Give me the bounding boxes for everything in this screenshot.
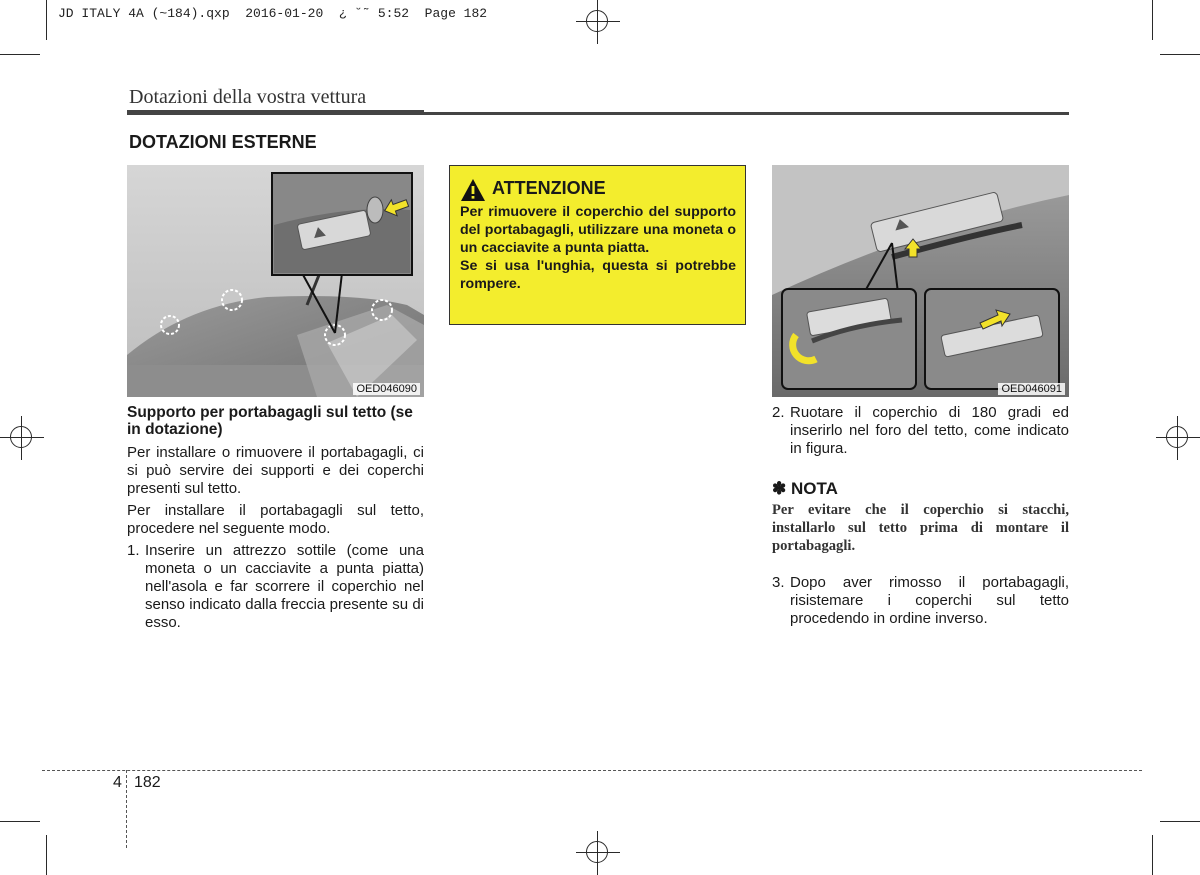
page-number: 182 bbox=[134, 774, 161, 791]
roof-cover-rotation-illustration bbox=[772, 165, 1069, 397]
crop-mark bbox=[0, 821, 40, 822]
roof-cover-drawing bbox=[772, 165, 1069, 397]
footer-rule bbox=[42, 770, 1142, 771]
step-item bbox=[127, 542, 424, 632]
footer-divider bbox=[126, 770, 127, 848]
step-number: 2. bbox=[772, 404, 785, 421]
figure-code: OED046091 bbox=[998, 383, 1065, 395]
chapter-number: 4 bbox=[113, 774, 122, 791]
print-slug: JD ITALY 4A (~184).qxp 2016-01-20 ¿ ˘˜ 5:52 Page 182 bbox=[58, 6, 488, 21]
step-text: Ruotare il coperchio di 180 gradi ed inserirlo nel foro del tetto, come indicato in figura. bbox=[790, 404, 1069, 457]
warning-text: Se si usa l'unghia, questa si potrebbe rompere. bbox=[460, 258, 736, 292]
right-column-step-2 bbox=[772, 404, 1069, 458]
note-text: Per evitare che il coperchio si stacchi, installarlo sul tetto prima di montare il portabagagli. bbox=[772, 502, 1069, 554]
step-item bbox=[772, 574, 1069, 628]
crop-mark bbox=[46, 0, 47, 40]
crop-mark bbox=[1152, 835, 1153, 875]
crop-mark bbox=[1160, 821, 1200, 822]
crop-mark bbox=[46, 835, 47, 875]
step-number: 1. bbox=[127, 542, 140, 559]
registration-mark-icon bbox=[576, 831, 620, 875]
step-number: 3. bbox=[772, 574, 785, 591]
subheading: Supporto per portabagagli sul tetto (se in dotazione) bbox=[127, 404, 413, 438]
roof-rack-mount-illustration bbox=[127, 165, 424, 397]
step-item bbox=[772, 404, 1069, 458]
registration-mark-icon bbox=[576, 0, 620, 44]
registration-mark-icon bbox=[0, 416, 44, 460]
note-title: ✽ NOTA bbox=[772, 479, 838, 498]
crop-mark bbox=[1160, 54, 1200, 55]
step-text: Dopo aver rimosso il portabagagli, risistemare i coperchi sul tetto procedendo in ordine inverso. bbox=[790, 574, 1069, 627]
paragraph: Per installare il portabagagli sul tetto, procedere nel seguente modo. bbox=[127, 502, 424, 537]
paragraph: Per installare o rimuovere il portabagagli, ci si può servire dei supporti e dei coperchi presenti sul tetto. bbox=[127, 444, 424, 497]
warning-box bbox=[449, 165, 746, 325]
left-column-body bbox=[127, 444, 424, 632]
crop-mark bbox=[0, 54, 40, 55]
header-rule bbox=[127, 112, 1069, 115]
figure-code: OED046090 bbox=[353, 383, 420, 395]
section-title: DOTAZIONI ESTERNE bbox=[129, 132, 317, 152]
chapter-header: Dotazioni della vostra vettura bbox=[129, 86, 367, 108]
car-roof-drawing bbox=[127, 165, 424, 397]
warning-body bbox=[460, 203, 736, 293]
crop-mark bbox=[1152, 0, 1153, 40]
step-text: Inserire un attrezzo sottile (come una moneta o un cacciavite a punta piatta) nell'asola e far scorrere il coperchio nel senso indicato dalla freccia presente su di esso. bbox=[145, 542, 424, 631]
registration-mark-icon bbox=[1156, 416, 1200, 460]
warning-triangle-icon bbox=[460, 178, 486, 202]
right-column-step-3 bbox=[772, 574, 1069, 628]
warning-text: Per rimuovere il coperchio del supporto del portabagagli, utilizzare una moneta o un cacciavite a punta piatta. bbox=[460, 204, 736, 256]
warning-title: ATTENZIONE bbox=[492, 178, 606, 198]
